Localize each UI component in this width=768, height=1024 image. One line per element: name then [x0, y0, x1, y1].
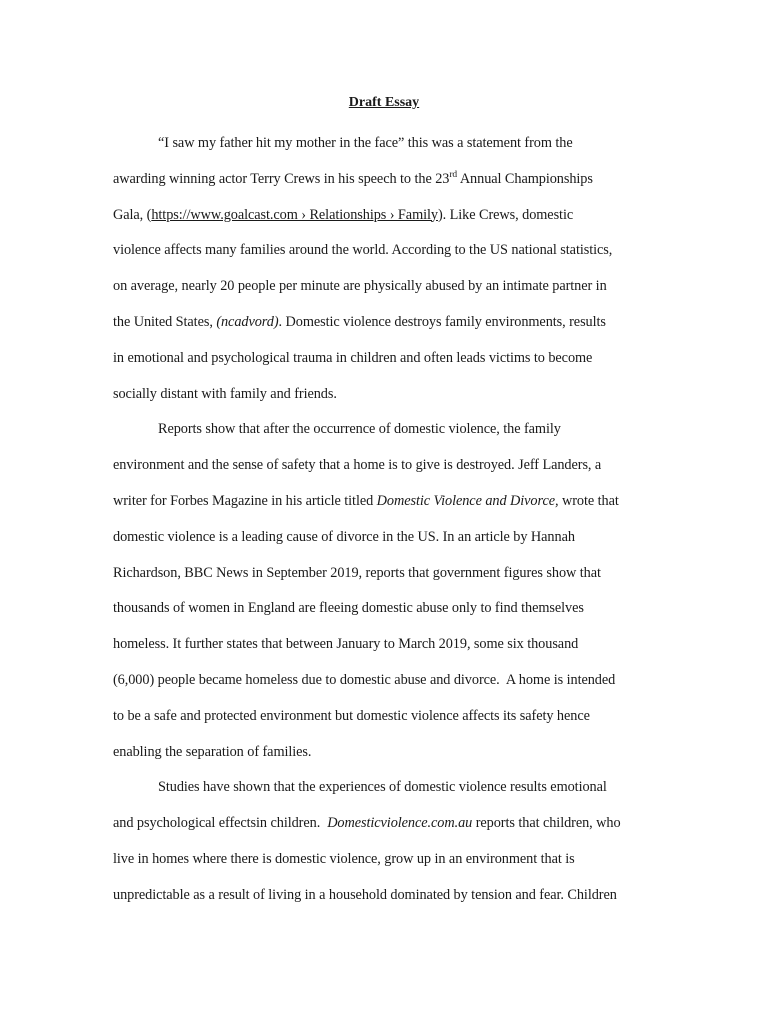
p2-line-8: (6,000) people became homeless due to domestic abuse and divorce. A home is intended [113, 671, 616, 688]
essay-body [113, 126, 658, 914]
essay-title: Draft Essay [348, 95, 420, 110]
domesticviolence-source: Domesticviolence.com.au [327, 815, 473, 832]
p2-line-1: Reports show that after the occurrence of domestic violence, the family [158, 421, 561, 438]
p3-line-4: unpredictable as a result of living in a household dominated by tension and fear. Children [113, 886, 617, 903]
p1-line-6-text-b: . Domestic violence destroys family environments, results [278, 313, 606, 330]
p1-line-5: on average, nearly 20 people per minute are physically abused by an intimate partner in [113, 278, 607, 295]
p1-line-3-text-a: Gala, ( [113, 206, 152, 223]
p2-line-9: to be a safe and protected environment but domestic violence affects its safety hence [113, 707, 590, 724]
p2-line-6: thousands of women in England are fleeing domestic abuse only to find themselves [113, 600, 584, 617]
p1-line-2 [113, 162, 658, 198]
ordinal-superscript: rd [449, 169, 458, 180]
p1-line-2-text-b: Annual Championships [457, 170, 593, 187]
p3-line-2 [113, 806, 658, 842]
p1-line-3 [113, 198, 658, 234]
article-title: Domestic Violence and Divorce, [376, 492, 559, 509]
p1-line-6-text-a: the United States, [113, 313, 217, 330]
p1-line-6 [113, 305, 658, 341]
p1-line-1: “I saw my father hit my mother in the face” this was a statement from the [158, 135, 573, 151]
p1-line-3-text-b: ). Like Crews, domestic [437, 206, 574, 223]
p1-line-4: violence affects many families around the world. According to the US national statistics, [113, 242, 613, 259]
p2-line-3 [113, 484, 658, 520]
p1-line-7: in emotional and psychological trauma in children and often leads victims to become [113, 349, 593, 366]
p3-line-3: live in homes where there is domestic violence, grow up in an environment that is [113, 850, 575, 867]
p2-line-3-text-b: wrote that [558, 492, 619, 509]
p2-line-4: domestic violence is a leading cause of divorce in the US. In an article by Hannah [113, 528, 575, 545]
p1-line-8: socially distant with family and friends. [113, 385, 337, 402]
p3-line-1: Studies have shown that the experiences of domestic violence results emotional [158, 779, 607, 796]
p3-line-2-text-a: and psychological effectsin children. [113, 815, 328, 832]
goalcast-link[interactable]: https://www.goalcast.com › Relationships › Family [151, 206, 438, 223]
ncadv-citation: (ncadvord) [216, 313, 279, 330]
p2-line-2: environment and the sense of safety that a home is to give is destroyed. Jeff Landers, a [113, 457, 602, 474]
p3-line-2-text-b: reports that children, who [472, 815, 621, 832]
p2-line-3-text-a: writer for Forbes Magazine in his article titled [113, 492, 377, 509]
p2-line-10: enabling the separation of families. [113, 743, 312, 760]
p2-line-5: Richardson, BBC News in September 2019, reports that government figures show that [113, 564, 601, 581]
p2-line-7: homeless. It further states that between January to March 2019, some six thousand [113, 636, 579, 653]
p1-line-2-text-a: awarding winning actor Terry Crews in his speech to the 23 [113, 170, 450, 187]
